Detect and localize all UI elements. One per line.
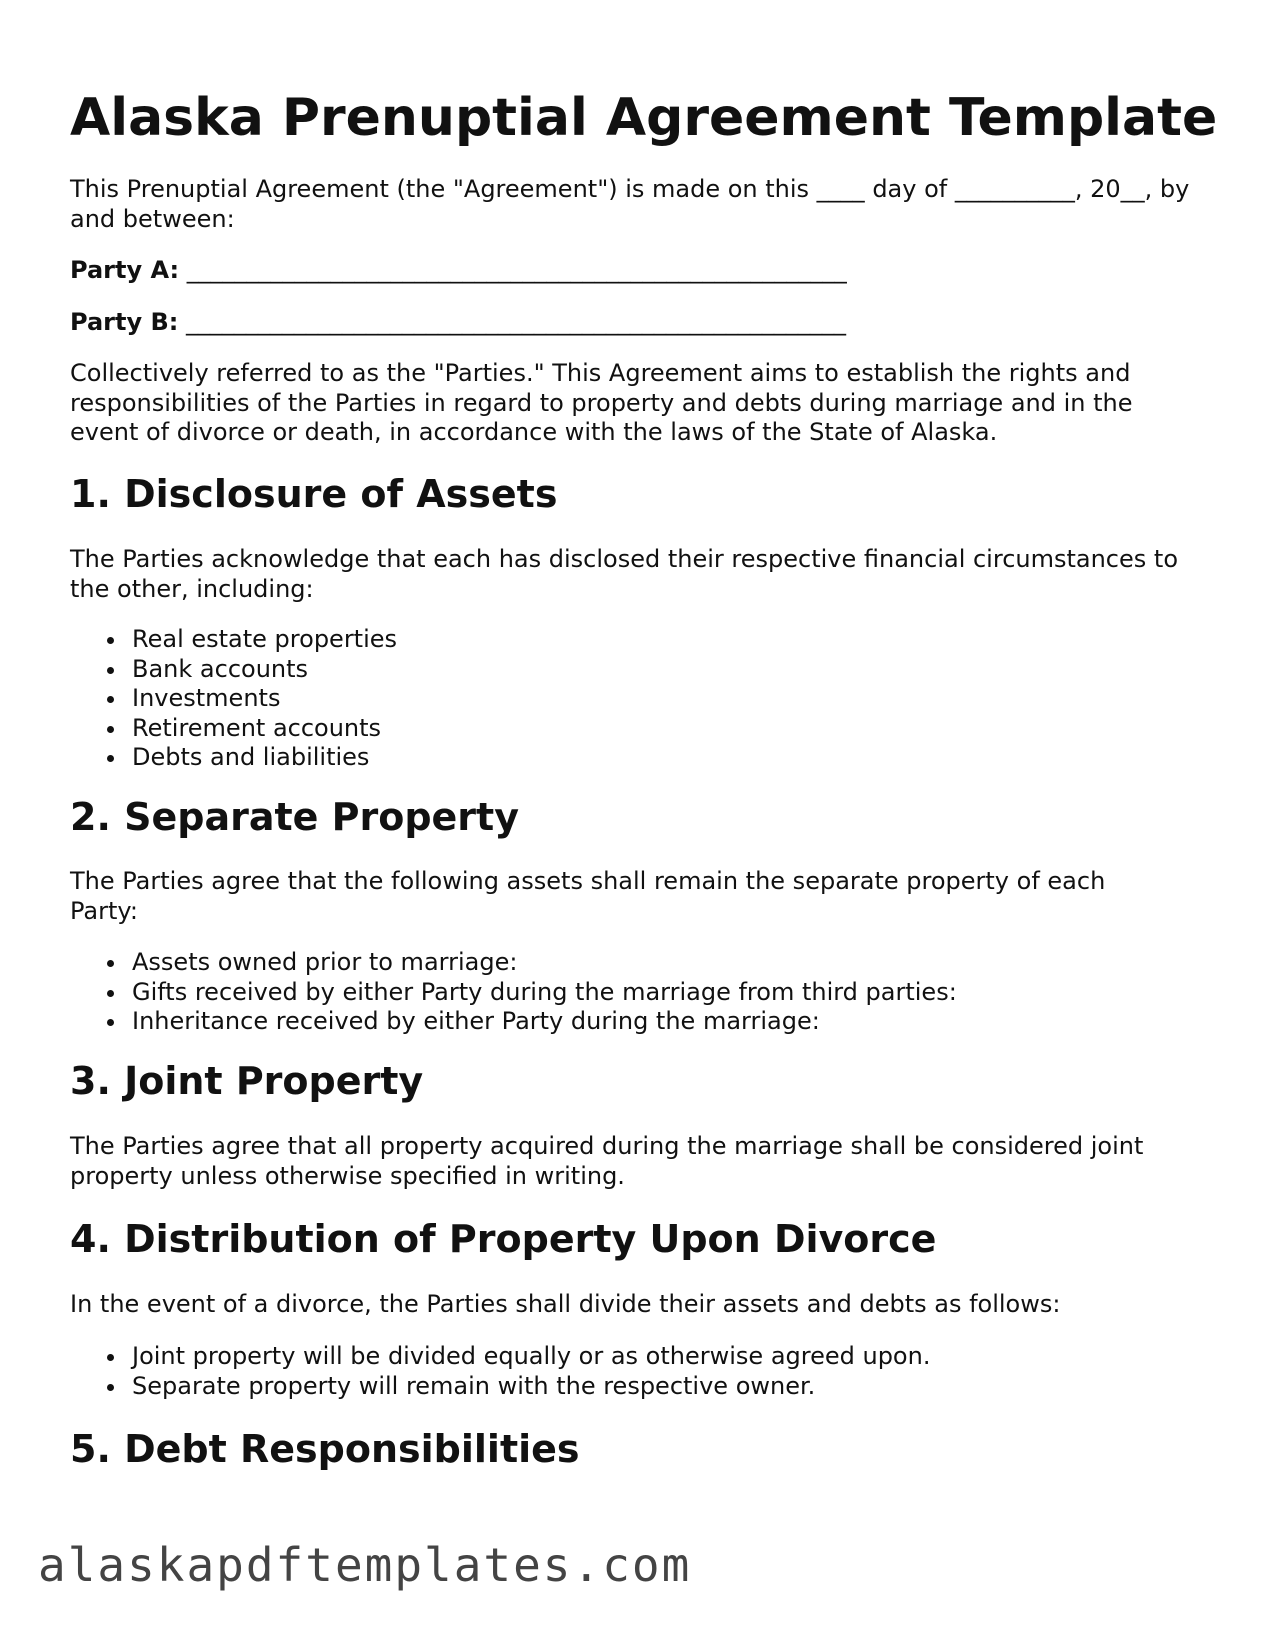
list-item: Investments xyxy=(70,684,397,714)
collectively-paragraph: Collectively referred to as the "Parties." This Agreement aims to establish the rights and responsibilities of the Parties in regard to property and debts during marriage and in the event of divorce or death, in accordance with the laws of the State of Alaska. xyxy=(70,359,1133,446)
list-item: Joint property will be divided equally or as otherwise agreed upon. xyxy=(70,1342,930,1372)
list-item: Gifts received by either Party during the marriage from third parties: xyxy=(70,978,957,1008)
intro-paragraph: This Prenuptial Agreement (the "Agreement") is made on this ____ day of __________, 20__, by and between: xyxy=(70,175,1190,233)
party-b-label: Party B: xyxy=(70,308,179,336)
list-item: Inheritance received by either Party during the marriage: xyxy=(70,1007,957,1037)
list-item: Real estate properties xyxy=(70,625,397,655)
list-item: Separate property will remain with the respective owner. xyxy=(70,1372,930,1402)
section-2-list xyxy=(70,948,957,1037)
party-a-line xyxy=(70,255,847,285)
section-4-heading: 4. Distribution of Property Upon Divorce xyxy=(70,1217,937,1261)
section-3-heading: 3. Joint Property xyxy=(70,1059,424,1103)
section-5-heading: 5. Debt Responsibilities xyxy=(70,1427,580,1471)
party-a-label: Party A: xyxy=(70,256,180,284)
section-4-list xyxy=(70,1342,930,1401)
party-a-blank: _______________________________________________________ xyxy=(186,256,847,284)
list-item: Assets owned prior to marriage: xyxy=(70,948,957,978)
section-2-text: The Parties agree that the following assets shall remain the separate property of each Party: xyxy=(70,867,1106,925)
list-item: Bank accounts xyxy=(70,655,397,685)
section-1-list xyxy=(70,625,397,773)
list-item: Debts and liabilities xyxy=(70,743,397,773)
section-1-text: The Parties acknowledge that each has disclosed their respective financial circumstances to the other, including: xyxy=(70,545,1178,603)
document-title: Alaska Prenuptial Agreement Template xyxy=(70,88,1218,148)
list-item: Retirement accounts xyxy=(70,714,397,744)
watermark: alaskapdftemplates.com xyxy=(38,1538,692,1592)
party-b-blank: _______________________________________________________ xyxy=(185,308,846,336)
party-b-line xyxy=(70,307,846,337)
section-2-heading: 2. Separate Property xyxy=(70,795,519,839)
section-4-text: In the event of a divorce, the Parties shall divide their assets and debts as follows: xyxy=(70,1290,1061,1318)
section-1-heading: 1. Disclosure of Assets xyxy=(70,472,558,516)
section-3-text: The Parties agree that all property acquired during the marriage shall be considered joint property unless otherwise specified in writing. xyxy=(70,1132,1144,1190)
